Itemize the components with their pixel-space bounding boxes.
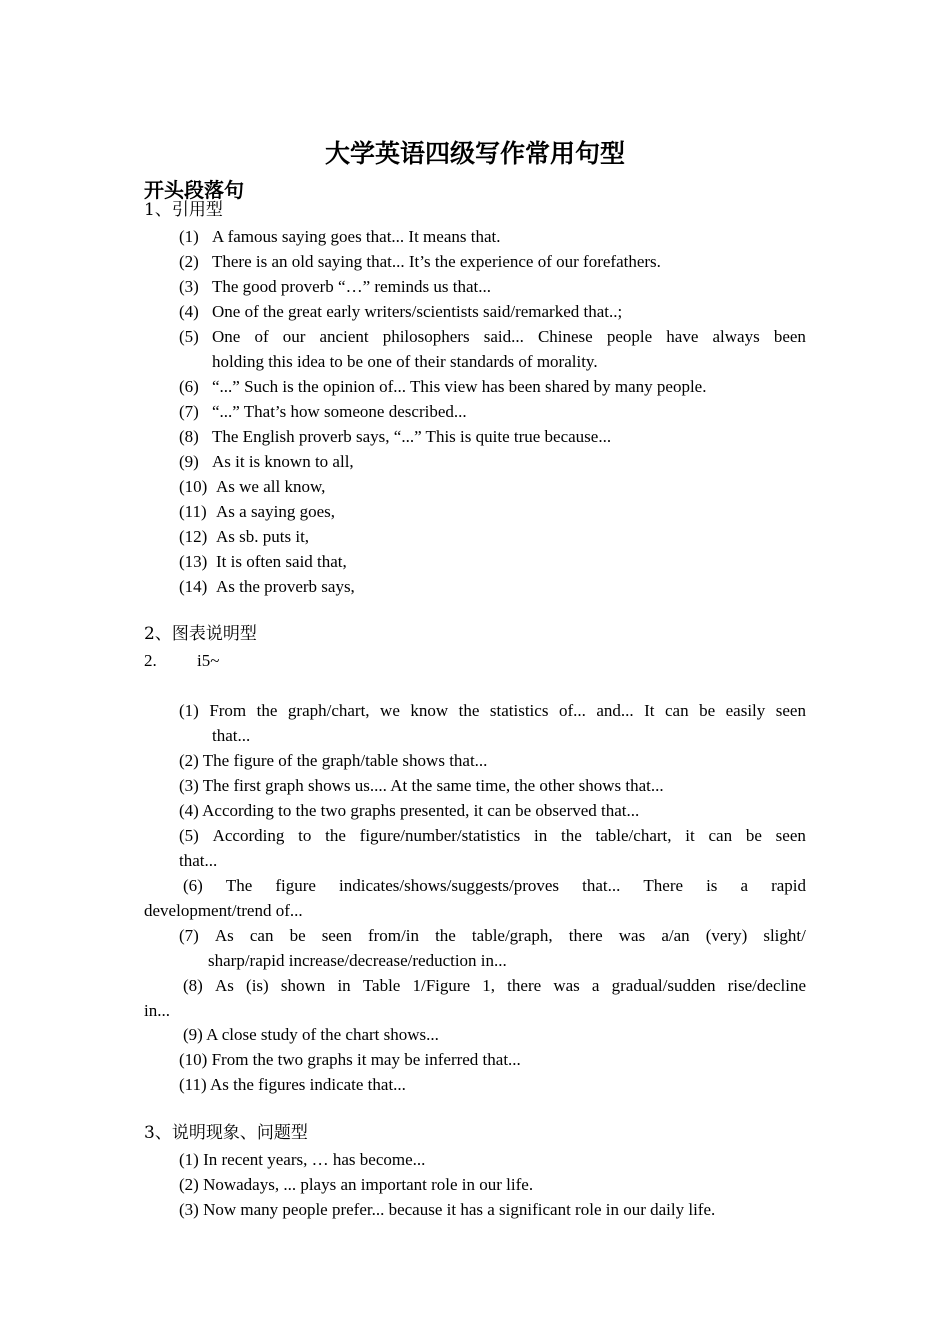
word: there (568, 926, 603, 945)
word: table/chart, (595, 826, 672, 845)
garbled-number: 2. (144, 651, 157, 670)
list-item-number: (10) (179, 477, 208, 496)
word: in (533, 826, 548, 845)
list-item-number: (6) (179, 377, 199, 396)
word: (1) (179, 701, 199, 720)
list-item: The good proverb “…” reminds us that... (212, 277, 492, 296)
word: (5) (179, 826, 199, 845)
list-item: (3) The first graph shows us.... At the same time, the other shows that... (179, 776, 664, 795)
word: and... (596, 701, 634, 720)
word: According (212, 826, 285, 845)
list-item-number: (13) (179, 552, 208, 571)
section-1-label: 1、引用型 (144, 200, 223, 220)
list-item: (3) Now many people prefer... because it has a significant role in our daily life. (179, 1200, 716, 1219)
list-item (183, 873, 806, 898)
word: of (254, 327, 269, 346)
word: was (618, 926, 646, 945)
word: a (740, 876, 749, 895)
list-item: (2) Nowadays, ... plays an important role in our life. (179, 1175, 534, 1194)
word: we (380, 701, 400, 720)
word: indicates/shows/suggests/proves (339, 876, 560, 895)
list-item: (10) From the two graphs it may be inferred that... (179, 1050, 521, 1069)
list-item-number: (9) (179, 452, 199, 471)
word: figure (275, 876, 316, 895)
word: a/an (661, 926, 690, 945)
word: From (209, 701, 247, 720)
word: rapid (771, 876, 806, 895)
word: be (699, 701, 716, 720)
word: in (337, 976, 351, 995)
list-item (212, 324, 806, 349)
word: the (325, 826, 346, 845)
list-item: A famous saying goes that... It means that. (212, 227, 501, 246)
section-2-label: 2、图表说明型 (144, 624, 257, 644)
list-item: As we all know, (216, 477, 326, 496)
word: said... (483, 327, 524, 346)
list-item: It is often said that, (216, 552, 347, 571)
list-item: (4) According to the two graphs presented, it can be observed that... (179, 801, 640, 820)
word: people (606, 327, 653, 346)
word: shown (280, 976, 326, 995)
list-item: As sb. puts it, (216, 527, 310, 546)
word: It (644, 701, 655, 720)
list-item: As it is known to all, (212, 452, 354, 471)
list-item (179, 923, 806, 948)
list-item: “...” That’s how someone described... (212, 402, 467, 421)
list-item-number: (8) (179, 427, 199, 446)
word: (6) (183, 876, 203, 895)
word: can (249, 926, 274, 945)
word: to (298, 826, 312, 845)
list-item-number: (11) (179, 502, 207, 521)
list-item: There is an old saying that... It’s the experience of our forefathers. (212, 252, 661, 271)
word: As (214, 976, 234, 995)
word: be (745, 826, 762, 845)
word: was (553, 976, 580, 995)
word: be (289, 926, 306, 945)
list-item-continuation: sharp/rapid increase/decrease/reduction in... (208, 951, 507, 970)
word: (7) (179, 926, 199, 945)
word: Chinese (537, 327, 593, 346)
list-item-continuation: that... (179, 851, 218, 870)
word: As (214, 926, 234, 945)
word: figure/number/statistics (359, 826, 521, 845)
word: ancient (319, 327, 369, 346)
word: (very) (705, 926, 748, 945)
word: our (282, 327, 306, 346)
word: seen (775, 826, 806, 845)
word: (is) (246, 976, 269, 995)
list-item: “...” Such is the opinion of... This view has been shared by many people. (212, 377, 707, 396)
list-item-continuation: development/trend of... (144, 901, 303, 920)
word: seen (775, 701, 806, 720)
word: easily (725, 701, 766, 720)
word: There (643, 876, 684, 895)
list-item-continuation: holding this idea to be one of their standards of morality. (212, 352, 598, 371)
word: 1, (482, 976, 496, 995)
word: always (712, 327, 760, 346)
word: statistics (489, 701, 549, 720)
word: The (225, 876, 253, 895)
word: 1/Figure (412, 976, 471, 995)
list-item: As the proverb says, (216, 577, 355, 596)
word: graph/chart, (287, 701, 370, 720)
word: table/graph, (471, 926, 553, 945)
list-item-number: (1) (179, 227, 199, 246)
list-item (183, 973, 806, 998)
list-item-number: (2) (179, 252, 199, 271)
list-item: (1) In recent years, … has become... (179, 1150, 426, 1169)
word: the (435, 926, 456, 945)
garbled-text: i5~ (197, 651, 220, 670)
word: been (773, 327, 806, 346)
list-item-number: (3) (179, 277, 199, 296)
word: it (685, 826, 695, 845)
list-item-number: (14) (179, 577, 208, 596)
list-item: (2) The figure of the graph/table shows that... (179, 751, 488, 770)
word: Table (362, 976, 401, 995)
section-heading: 开头段落句 (144, 178, 244, 202)
list-item: The English proverb says, “...” This is quite true because... (212, 427, 612, 446)
section-3-label: 3、说明现象、问题型 (144, 1123, 308, 1143)
list-item-continuation: that... (212, 726, 251, 745)
list-item-continuation: in... (144, 1001, 170, 1020)
word: from/in (367, 926, 419, 945)
list-item: As a saying goes, (216, 502, 335, 521)
word: gradual/sudden (611, 976, 716, 995)
list-item (179, 698, 806, 723)
list-item-number: (5) (179, 327, 199, 346)
list-item-number: (12) (179, 527, 208, 546)
word: (8) (183, 976, 203, 995)
word: a (591, 976, 600, 995)
word: that... (582, 876, 621, 895)
list-item-number: (4) (179, 302, 199, 321)
word: of... (558, 701, 586, 720)
word: know (410, 701, 449, 720)
word: can (665, 701, 689, 720)
word: can (708, 826, 733, 845)
word: the (560, 826, 582, 845)
word: there (507, 976, 542, 995)
word: rise/decline (727, 976, 806, 995)
word: philosophers (382, 327, 470, 346)
word: the (256, 701, 278, 720)
word: the (458, 701, 480, 720)
word: is (706, 876, 718, 895)
list-item (179, 823, 806, 848)
list-item: One of the great early writers/scientists said/remarked that..; (212, 302, 623, 321)
page-title: 大学英语四级写作常用句型 (324, 139, 625, 168)
word: One (212, 327, 241, 346)
word: have (666, 327, 699, 346)
list-item: (9) A close study of the chart shows... (183, 1025, 439, 1044)
list-item-number: (7) (179, 402, 199, 421)
word: seen (321, 926, 352, 945)
word: slight/ (763, 926, 806, 945)
list-item: (11) As the figures indicate that... (179, 1075, 406, 1094)
